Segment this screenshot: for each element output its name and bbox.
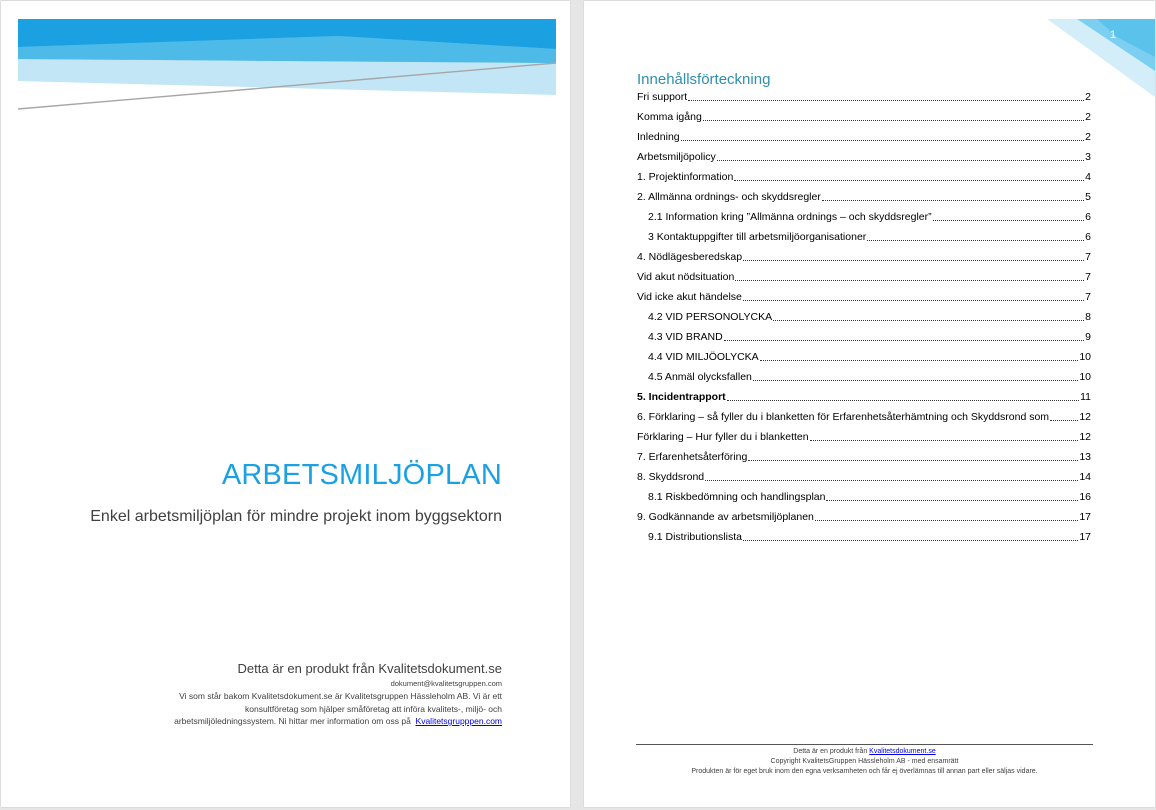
toc-leader-dots — [826, 500, 1078, 501]
toc-entry-label: Inledning — [637, 131, 680, 143]
toc-entry-page: 5 — [1085, 191, 1091, 203]
toc-leader-dots — [933, 220, 1085, 221]
toc-entry[interactable] — [637, 507, 1091, 527]
toc-entry-label: 4.2 VID PERSONOLYCKA — [648, 311, 773, 323]
toc-entry-label: Fri support — [637, 91, 688, 103]
toc-list — [637, 87, 1091, 547]
toc-entry[interactable] — [637, 307, 1091, 327]
toc-entry-page: 7 — [1085, 271, 1091, 283]
toc-entry-label: 9.1 Distributionslista — [648, 531, 742, 543]
toc-entry-page: 16 — [1079, 491, 1091, 503]
toc-entry-page: 14 — [1079, 471, 1091, 483]
toc-page — [584, 1, 1155, 807]
toc-entry-label: 6. Förklaring – så fyller du i blanketten för Erfarenhetsåterhämtning och Skyddsrond som — [637, 411, 1050, 423]
toc-heading: Innehållsförteckning — [637, 71, 771, 88]
toc-entry-page: 10 — [1079, 351, 1091, 363]
toc-leader-dots — [753, 380, 1078, 381]
toc-entry-label: 4.4 VID MILJÖOLYCKA — [648, 351, 759, 363]
toc-leader-dots — [743, 260, 1084, 261]
product-line: Detta är en produkt från Kvalitetsdokument.se — [237, 661, 502, 676]
toc-leader-dots — [743, 540, 1078, 541]
toc-leader-dots — [810, 440, 1079, 441]
footer-product-link[interactable]: Kvalitetsdokument.se — [869, 748, 936, 755]
toc-entry[interactable] — [637, 127, 1091, 147]
toc-entry-label: 4. Nödlägesberedskap — [637, 251, 743, 263]
footer-product-text: Detta är en produkt från — [793, 748, 868, 755]
toc-entry-label: 2. Allmänna ordnings- och skyddsregler — [637, 191, 821, 203]
toc-leader-dots — [1050, 420, 1078, 421]
toc-entry-label: 8.1 Riskbedömning och handlingsplan — [648, 491, 826, 503]
toc-entry-label: 7. Erfarenhetsåterföring — [637, 451, 748, 463]
toc-entry-page: 6 — [1085, 211, 1091, 223]
toc-entry[interactable] — [637, 467, 1091, 487]
toc-entry-label: 5. Incidentrapport — [637, 391, 726, 403]
toc-entry[interactable] — [637, 267, 1091, 287]
toc-leader-dots — [734, 180, 1084, 181]
toc-entry-label: Arbetsmiljöpolicy — [637, 151, 716, 163]
toc-entry-page: 13 — [1079, 451, 1091, 463]
toc-entry-page: 4 — [1085, 171, 1091, 183]
toc-entry-label: 8. Skyddsrond — [637, 471, 705, 483]
toc-entry[interactable] — [637, 447, 1091, 467]
toc-leader-dots — [822, 200, 1084, 201]
toc-entry[interactable] — [637, 387, 1091, 407]
toc-entry[interactable] — [637, 167, 1091, 187]
toc-leader-dots — [724, 340, 1084, 341]
toc-entry[interactable] — [637, 207, 1091, 227]
toc-entry[interactable] — [637, 87, 1091, 107]
kvalitetsgruppen-link[interactable]: Kvalitetsgrupppen.com — [415, 716, 502, 726]
toc-entry-page: 12 — [1079, 431, 1091, 443]
toc-footer — [636, 744, 1093, 777]
toc-entry-page: 2 — [1085, 131, 1091, 143]
toc-entry-page: 10 — [1079, 371, 1091, 383]
toc-entry[interactable] — [637, 187, 1091, 207]
toc-leader-dots — [727, 400, 1079, 401]
about-text — [82, 690, 502, 728]
toc-leader-dots — [688, 100, 1084, 101]
toc-entry[interactable] — [637, 367, 1091, 387]
toc-entry-page: 7 — [1085, 291, 1091, 303]
toc-entry-label: Förklaring – Hur fyller du i blanketten — [637, 431, 809, 443]
document-title: ARBETSMILJÖPLAN — [221, 459, 502, 491]
toc-entry[interactable] — [637, 247, 1091, 267]
toc-entry-label: 4.5 Anmäl olycksfallen — [648, 371, 752, 383]
toc-leader-dots — [681, 140, 1085, 141]
toc-entry-page: 11 — [1080, 391, 1091, 403]
toc-leader-dots — [773, 320, 1084, 321]
toc-entry[interactable] — [637, 427, 1091, 447]
toc-entry-page: 2 — [1085, 91, 1091, 103]
toc-entry[interactable] — [637, 527, 1091, 547]
toc-entry-page: 2 — [1085, 111, 1091, 123]
toc-leader-dots — [743, 300, 1084, 301]
toc-entry[interactable] — [637, 147, 1091, 167]
toc-leader-dots — [815, 520, 1078, 521]
toc-entry[interactable] — [637, 287, 1091, 307]
contact-email: dokument@kvalitetsgruppen.com — [390, 679, 502, 688]
toc-entry-label: Vid akut nödsituation — [637, 271, 735, 283]
toc-leader-dots — [748, 460, 1078, 461]
toc-entry-page: 8 — [1085, 311, 1091, 323]
toc-entry[interactable] — [637, 227, 1091, 247]
toc-leader-dots — [735, 280, 1084, 281]
toc-entry-page: 6 — [1085, 231, 1091, 243]
footer-copyright: Copyright KvalitetsGruppen Hässleholm AB - med ensamrätt — [770, 758, 959, 765]
toc-entry[interactable] — [637, 107, 1091, 127]
toc-entry-label: Komma igång — [637, 111, 702, 123]
toc-leader-dots — [760, 360, 1079, 361]
page-number: 1 — [1110, 29, 1117, 41]
toc-leader-dots — [717, 160, 1084, 161]
about-line-3: arbetsmiljöledningssystem. Ni hittar mer information om oss på — [174, 716, 411, 726]
toc-entry-label: 2.1 Information kring ”Allmänna ordnings – och skyddsregler” — [648, 211, 932, 223]
about-line-2: konsultföretag som hjälper småföretag att införa kvalitets-, miljö- och — [244, 703, 502, 714]
toc-entry-page: 3 — [1085, 151, 1091, 163]
about-line-1: Vi som står bakom Kvalitetsdokument.se är Kvalitetsgruppen Hässleholm AB. Vi är ett — [179, 691, 502, 701]
toc-entry-label: 9. Godkännande av arbetsmiljöplanen — [637, 511, 814, 523]
toc-entry[interactable] — [637, 327, 1091, 347]
page-corner-graphic — [1047, 19, 1155, 97]
toc-entry-page: 9 — [1085, 331, 1091, 343]
cover-page — [1, 1, 570, 807]
toc-entry-page: 12 — [1079, 411, 1091, 423]
cover-footer — [82, 661, 502, 728]
toc-entry-page: 7 — [1085, 251, 1091, 263]
toc-leader-dots — [867, 240, 1084, 241]
toc-leader-dots — [705, 480, 1078, 481]
toc-entry-page: 17 — [1079, 531, 1091, 543]
cover-banner-graphic — [18, 19, 556, 111]
toc-entry[interactable] — [637, 347, 1091, 367]
document-subtitle: Enkel arbetsmiljöplan för mindre projekt inom byggsektorn — [90, 508, 502, 525]
toc-entry-label: 4.3 VID BRAND — [648, 331, 723, 343]
toc-entry-label: Vid icke akut händelse — [637, 291, 742, 303]
toc-entry-label: 1. Projektinformation — [637, 171, 734, 183]
toc-leader-dots — [703, 120, 1084, 121]
toc-entry[interactable] — [637, 487, 1091, 507]
toc-entry[interactable] — [637, 407, 1091, 427]
footer-notice: Produkten är för eget bruk inom den egna verksamheten och får ej överlämnas till annan part eller säljas vidare. — [691, 768, 1038, 775]
toc-entry-page: 17 — [1079, 511, 1091, 523]
toc-entry-label: 3 Kontaktuppgifter till arbetsmiljöorganisationer — [648, 231, 867, 243]
